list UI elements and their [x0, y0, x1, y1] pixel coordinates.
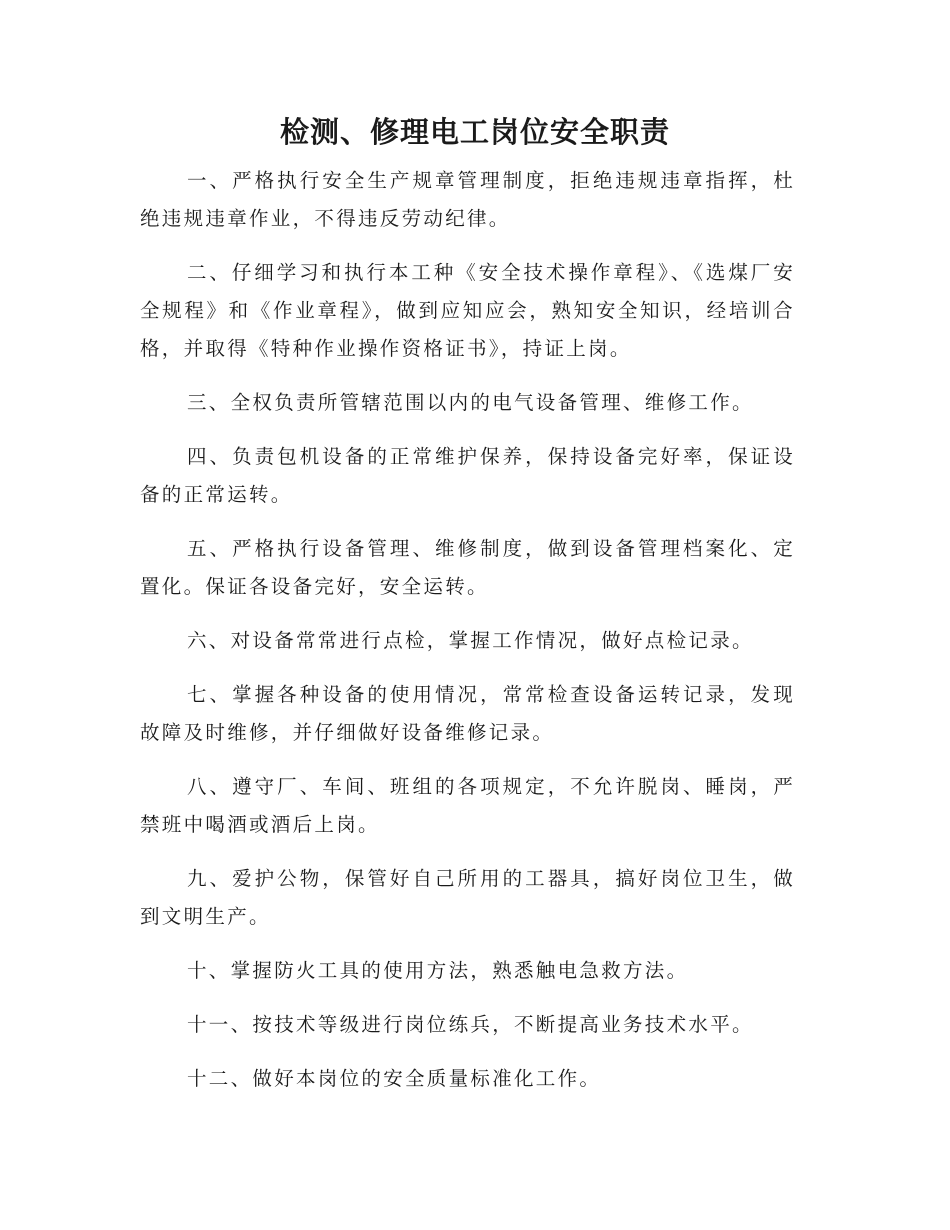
document-title: 检测、修理电工岗位安全职责 [279, 115, 670, 149]
paragraph-10: 十、掌握防火工具的使用方法，熟悉触电急救方法。 [187, 959, 689, 982]
paragraph-12: 十二、做好本岗位的安全质量标准化工作。 [187, 1067, 602, 1090]
paragraph-3: 三、全权负责所管辖范围以内的电气设备管理、维修工作。 [187, 391, 754, 414]
paragraph-6: 六、对设备常常进行点检，掌握工作情况，做好点检记录。 [187, 629, 754, 652]
paragraph-5: 五、严格执行设备管理、维修制度，做到设备管理档案化、定置化。保证各设备完好，安全运转。 [140, 537, 795, 598]
paragraph-8: 八、遵守厂、车间、班组的各项规定，不允许脱岗、睡岗，严禁班中喝酒或酒后上岗。 [140, 775, 795, 836]
paragraph-1: 一、严格执行安全生产规章管理制度，拒绝违规违章指挥，杜绝违规违章作业，不得违反劳动纪律。 [140, 169, 795, 230]
paragraph-4: 四、负责包机设备的正常维护保养，保持设备完好率，保证设备的正常运转。 [140, 445, 795, 506]
paragraph-9: 九、爱护公物，保管好自己所用的工器具，搞好岗位卫生，做到文明生产。 [140, 867, 795, 928]
document-body [140, 162, 795, 1114]
paragraph-2: 二、仔细学习和执行本工种《安全技术操作章程》、《选煤厂安全规程》和《作业章程》，做到应知应会，熟知安全知识，经培训合格，并取得《特种作业操作资格证书》，持证上岗。 [140, 261, 795, 360]
paragraph-11: 十一、按技术等级进行岗位练兵，不断提高业务技术水平。 [187, 1013, 754, 1036]
paragraph-7: 七、掌握各种设备的使用情况，常常检查设备运转记录，发现故障及时维修，并仔细做好设备维修记录。 [140, 683, 795, 744]
